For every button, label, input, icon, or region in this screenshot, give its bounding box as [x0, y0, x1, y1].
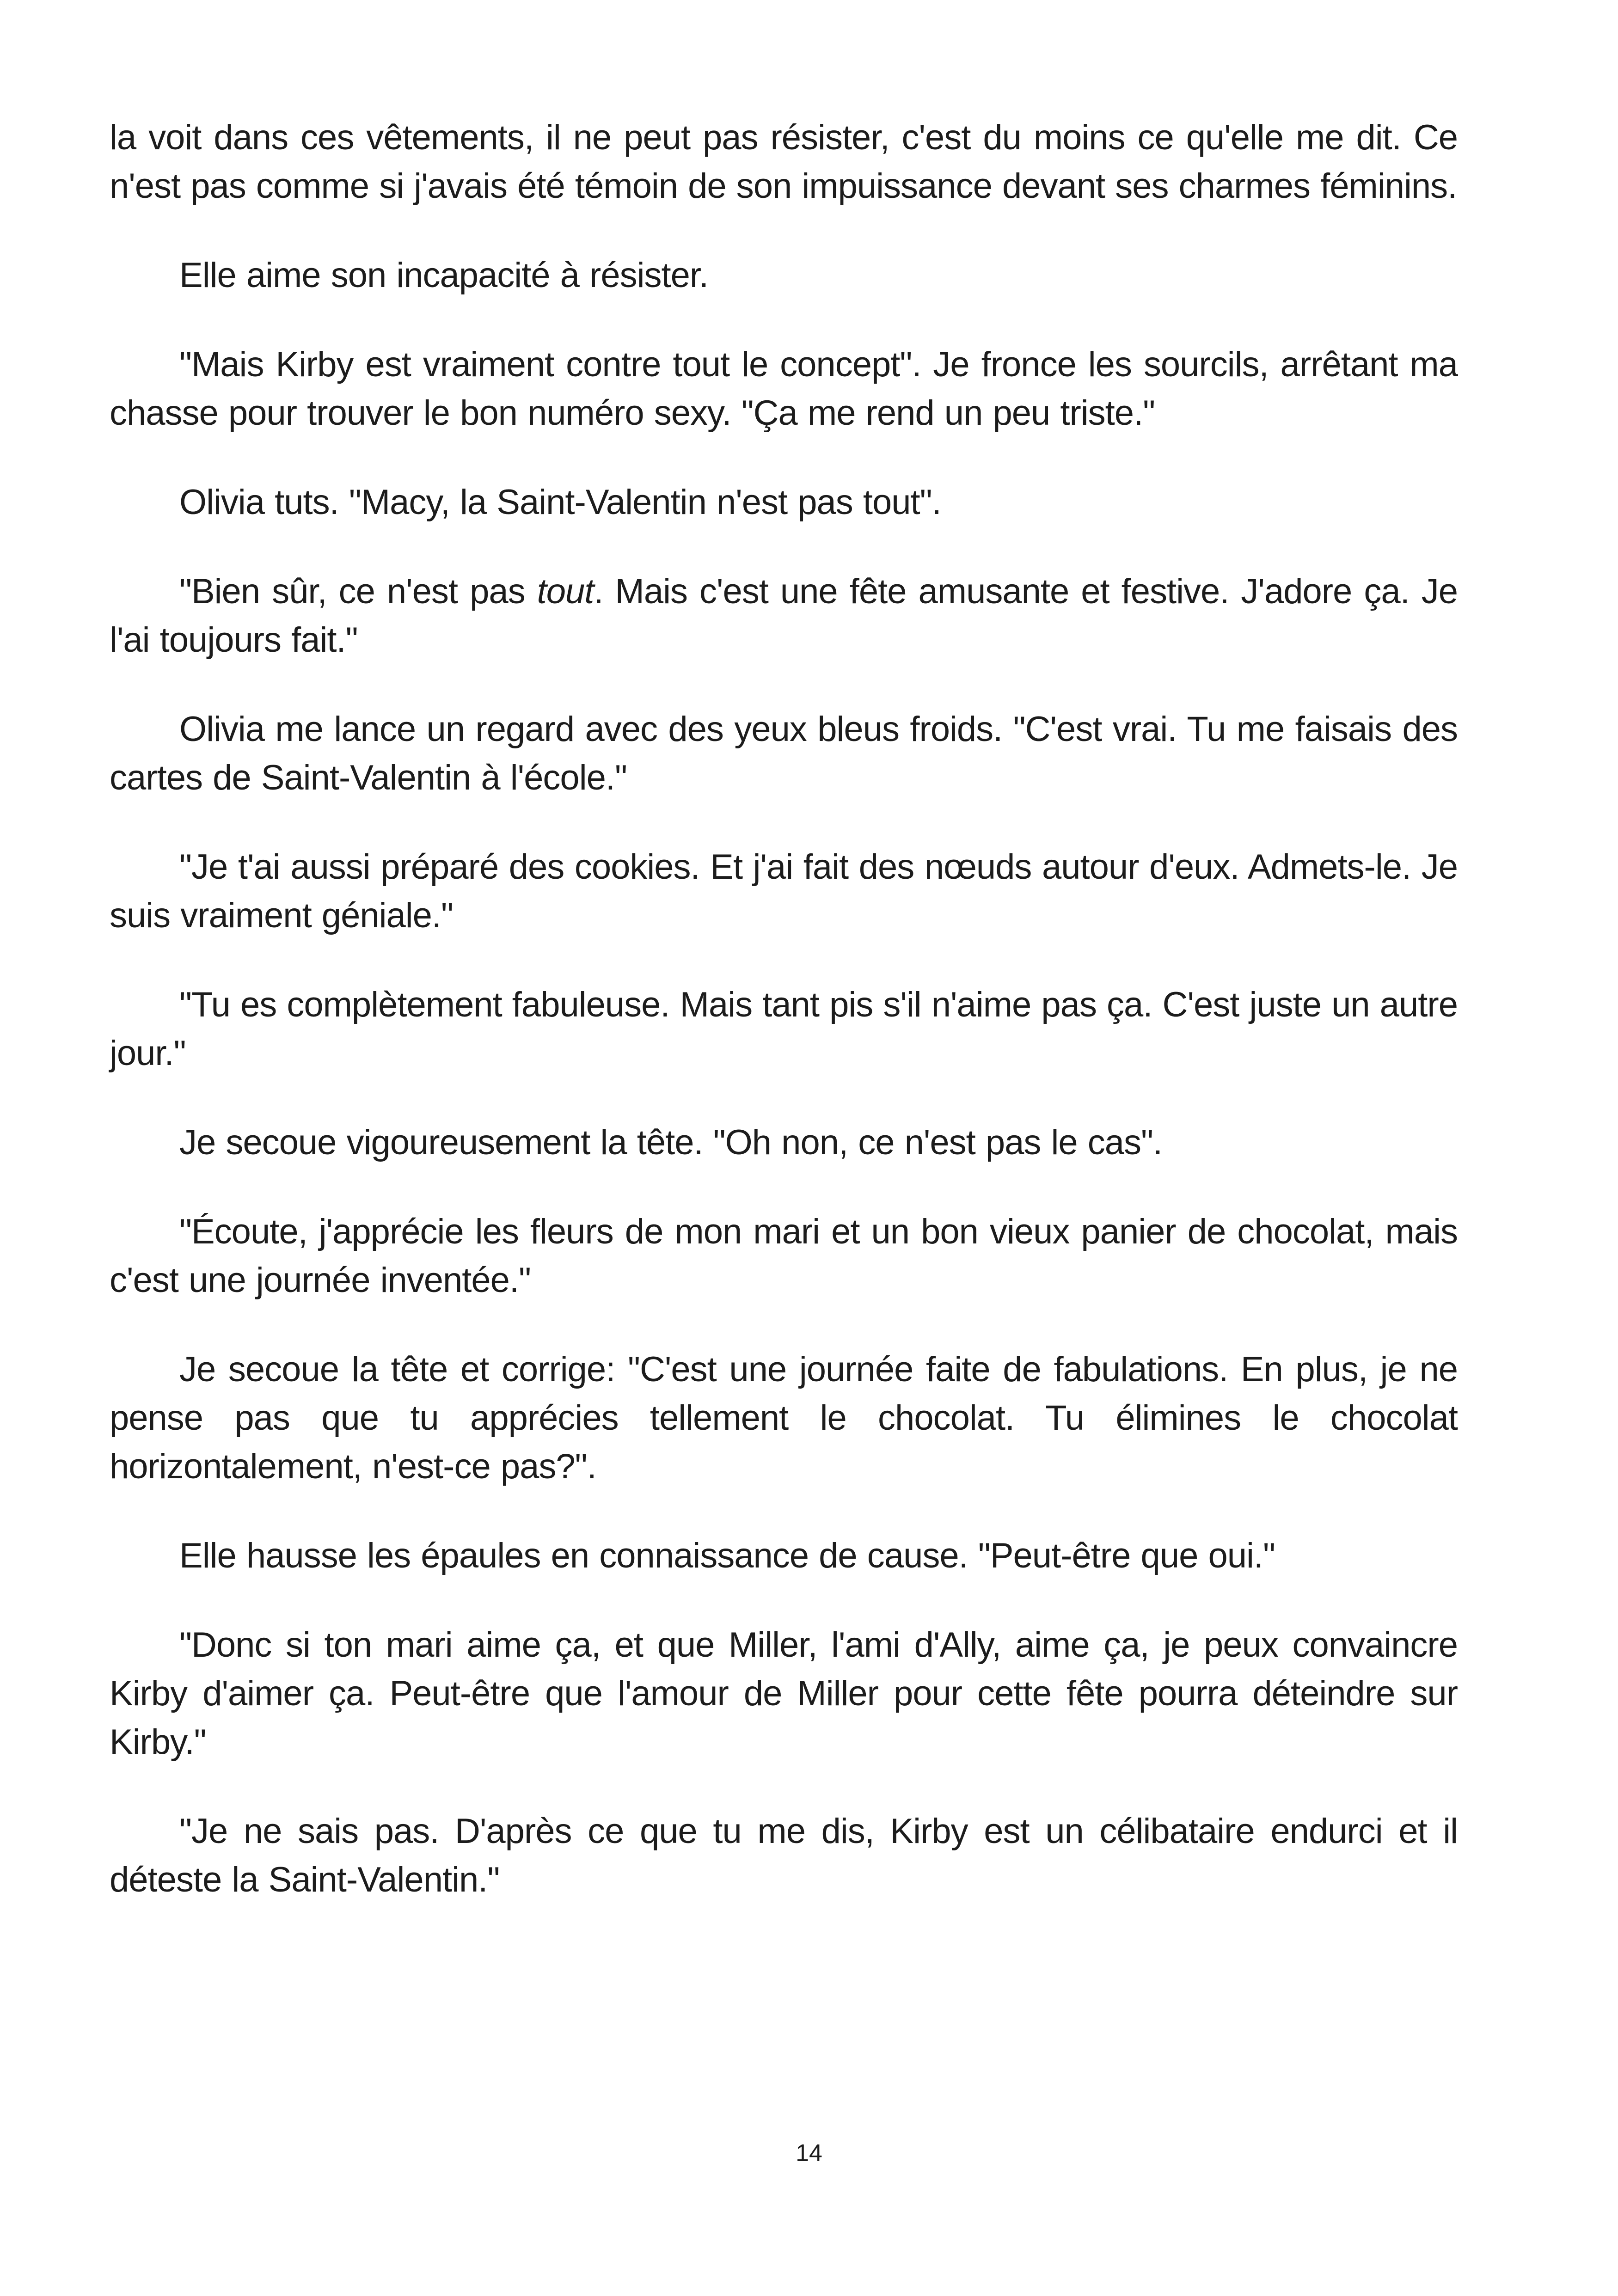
- paragraph: [110, 113, 1458, 210]
- body-text: [110, 113, 1458, 1945]
- paragraph-text: "Écoute, j'apprécie les fleurs de mon mari et un bon vieux panier de chocolat, mais c'est une journée inventée.": [110, 1212, 1458, 1300]
- paragraph-text: Elle aime son incapacité à résister.: [179, 256, 709, 295]
- paragraph: [110, 478, 1458, 527]
- paragraph: [110, 1807, 1458, 1904]
- paragraph-text: "Je t'ai aussi préparé des cookies. Et j'ai fait des nœuds autour d'eux. Admets-le. Je suis vraiment géniale.": [110, 847, 1458, 935]
- paragraph: [110, 340, 1458, 437]
- paragraph-text: "Je ne sais pas. D'après ce que tu me dis, Kirby est un célibataire endurci et il déteste la Saint-Valentin.": [110, 1812, 1458, 1899]
- paragraph-text: Je secoue la tête et corrige: "C'est une journée faite de fabulations. En plus, je ne pense pas que tu apprécies tellement le chocolat. Tu élimines le chocolat horizontalement, n'est-ce pas?".: [110, 1350, 1458, 1486]
- paragraph: [110, 705, 1458, 802]
- paragraph: [110, 1207, 1458, 1304]
- page-number: 14: [796, 2140, 822, 2167]
- paragraph: [110, 1621, 1458, 1766]
- paragraph-text: Olivia me lance un regard avec des yeux bleus froids. "C'est vrai. Tu me faisais des cartes de Saint-Valentin à l'école.": [110, 710, 1458, 797]
- paragraph: [110, 251, 1458, 300]
- paragraph-text: "Donc si ton mari aime ça, et que Miller, l'ami d'Ally, aime ça, je peux convaincre Kirby d'aimer ça. Peut-être que l'amour de Miller pour cette fête pourra déteindre sur Kirby.": [110, 1625, 1458, 1762]
- paragraph: [110, 1531, 1458, 1580]
- paragraph: [110, 843, 1458, 940]
- paragraph-text: . Mais c'est une fête amusante et festive. J'adore ça. Je l'ai toujours fait.": [110, 572, 1458, 660]
- paragraph: [110, 567, 1458, 664]
- paragraph-text: "Tu es complètement fabuleuse. Mais tant pis s'il n'aime pas ça. C'est juste un autre jour.": [110, 985, 1458, 1073]
- emphasis-text: tout: [537, 572, 594, 611]
- paragraph-text: Olivia tuts. "Macy, la Saint-Valentin n'est pas tout".: [179, 483, 941, 522]
- paragraph-text: "Mais Kirby est vraiment contre tout le concept". Je fronce les sourcils, arrêtant ma chasse pour trouver le bon numéro sexy. "Ça me rend un peu triste.": [110, 345, 1458, 433]
- paragraph: [110, 1118, 1458, 1167]
- paragraph-text: Elle hausse les épaules en connaissance de cause. "Peut-être que oui.": [179, 1536, 1275, 1575]
- paragraph-text: la voit dans ces vêtements, il ne peut pas résister, c'est du moins ce qu'elle me dit. Ce n'est pas comme si j'avais été témoin de son impuissance devant ses charmes féminins.: [110, 118, 1458, 206]
- paragraph-text: "Bien sûr, ce n'est pas: [179, 572, 537, 611]
- paragraph: [110, 980, 1458, 1078]
- paragraph-text: Je secoue vigoureusement la tête. "Oh non, ce n'est pas le cas".: [179, 1123, 1163, 1162]
- paragraph: [110, 1345, 1458, 1491]
